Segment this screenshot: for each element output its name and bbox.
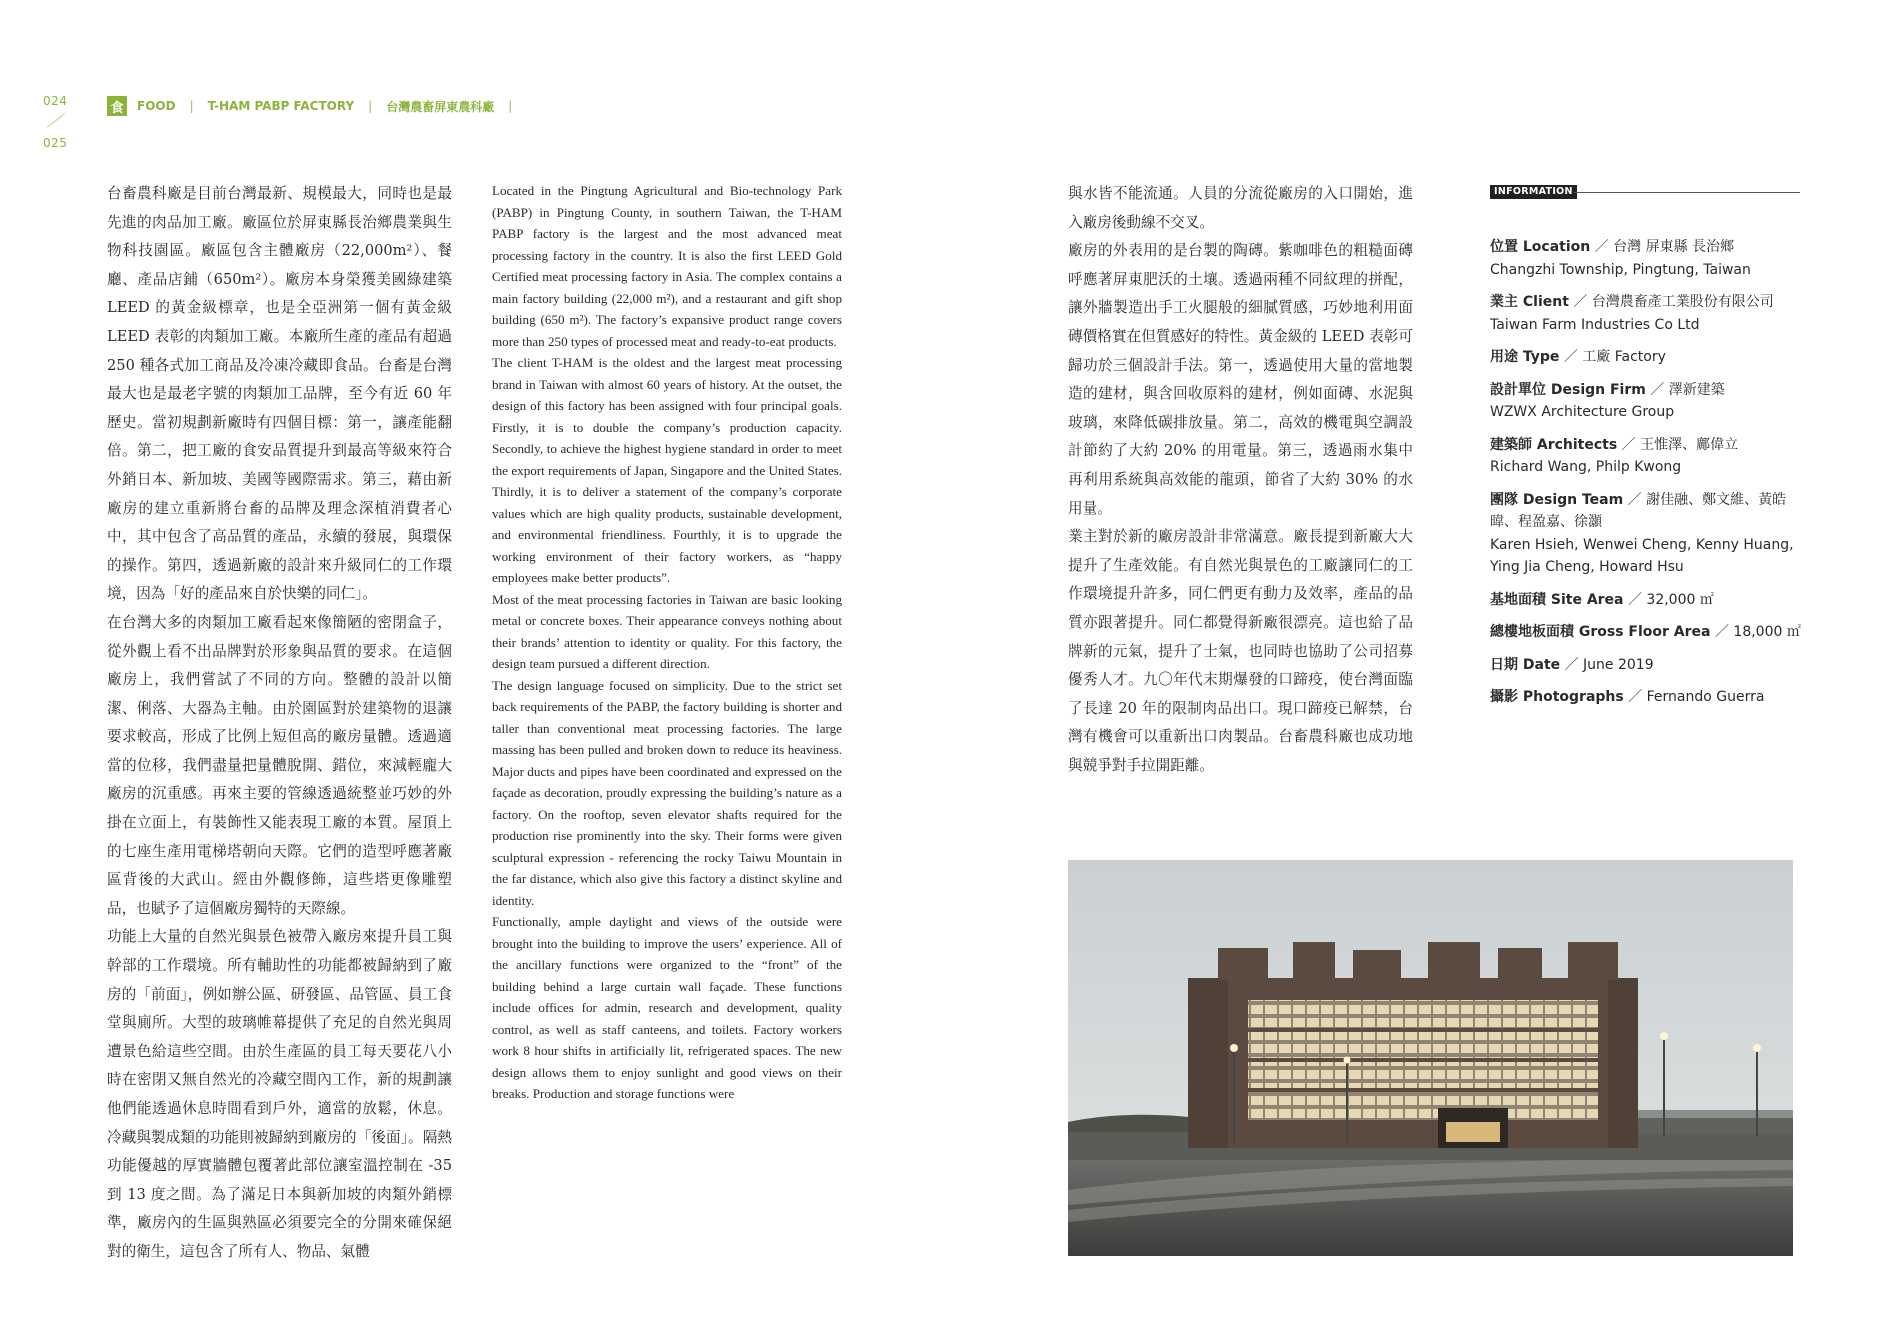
- info-item-date: 日期 Date ／ June 2019: [1490, 656, 1654, 673]
- paragraph: Most of the meat processing factories in Taiwan are basic looking metal or concrete boxes. Their appearance conveys nothing about their brands’ attention to identity or quality. For this factory, the design team pursued a different direction.: [492, 591, 842, 671]
- paragraph: The design language focused on simplicity. Due to the strict set back requirements of the PABP, the factory building is shorter and taller than conventional meat processing factories. The large massing has been pulled and broken down to reduce its heaviness. Major ducts and pipes have been coordinated and expressed on the façade as decoration, proudly expressing the building’s nature as a factory. On the rooftop, seven elevator shafts required for the production rise prominently into the sky. Their forms were given sculptural expression - referencing the rocky Taiwu Mountain in the far distance, which also give this factory a distinct skyline and identity.: [492, 677, 842, 908]
- paragraph: 業主對於新的廠房設計非常滿意。廠長提到新廠大大提升了生產效能。有自然光與景色的工廠讓同仁的工作環境提升許多，同仁們更有動力及效率，產品的品質亦跟著提升。同仁都覺得新廠很漂亮。這也給了品牌新的元氣，提升了士氣，也同時也協助了公司招募優秀人才。九〇年代末期爆發的口蹄疫，使台灣面臨了長達 20 年的限制肉品出口。現口蹄疫已解禁，台灣有機會可以重新出口肉製品。台畜農科廠也成功地與競爭對手拉開距離。: [1068, 528, 1413, 774]
- food-category-icon: 食: [107, 96, 127, 116]
- paragraph: Located in the Pingtung Agricultural and Bio-technology Park (PABP) in Pingtung County, in southern Taiwan, the T-HAM PABP factory is the largest and the most advanced meat processing factory in the country. It is also the first LEED Gold Certified meat processing factory in Asia. The complex contains a main factory building (22,000 m²), and a restaurant and gift shop building (650 m²). The factory’s expansive product range covers more than 250 types of processed meat and ready-to-eat products.: [492, 183, 842, 349]
- article-column-zh-2: [1068, 180, 1413, 780]
- info-value: 32,000 ㎡: [1646, 591, 1714, 608]
- info-label: 業主 Client: [1490, 294, 1569, 310]
- running-header: [107, 96, 526, 116]
- info-value: 工廠 Factory: [1582, 349, 1666, 365]
- info-label: 位置 Location: [1490, 239, 1591, 255]
- info-label: 基地面積 Site Area: [1490, 591, 1624, 608]
- info-item-gross-floor-area: 總樓地板面積 Gross Floor Area ／ 18,000 ㎡: [1490, 624, 1801, 640]
- info-item-site-area: 基地面積 Site Area ／ 32,000 ㎡: [1490, 591, 1714, 608]
- info-item-design-team: 團隊 Design Team ／ 謝佳融、鄭文維、黃皓暐、程盈嘉、徐灝 Karen Hsieh, Wenwei Cheng, Kenny Huang, Ying Jia Cheng, Howard Hsu: [1490, 489, 1810, 579]
- article-column-zh-1: [107, 180, 452, 1265]
- info-value: 台灣 屏東縣 長治鄉: [1613, 239, 1735, 255]
- info-item-design-firm: 設計單位 Design Firm ／ 澤新建築 WZWX Architecture Group: [1490, 379, 1810, 424]
- info-label: 攝影 Photographs: [1490, 689, 1624, 705]
- header-project: T-HAM PABP FACTORY: [207, 99, 355, 113]
- info-value: June 2019: [1583, 656, 1654, 673]
- info-value-en: Richard Wang, Philp Kwong: [1490, 459, 1682, 475]
- info-label: 設計單位 Design Firm: [1490, 381, 1646, 398]
- paragraph: 功能上大量的自然光與景色被帶入廠房來提升員工與幹部的工作環境。所有輔助性的功能都被歸納到了廠房的「前面」，例如辦公區、研發區、品管區、員工食堂與廁所。大型的玻璃帷幕提供了充足的自然光與周遭景色給這些空間。由於生產區的員工每天要花八小時在密閉又無自然光的冷藏空間內工作，新的規劃讓他們能透過休息時間看到戶外，適當的放鬆，休息。冷藏與製成類的功能則被歸納到廠房的「後面」。隔熱功能優越的厚實牆體包覆著此部位讓室溫控制在 -35 到 13 度之間。為了滿足日本與新加坡的肉類外銷標準，廠房內的生區與熟區必須要完全的分開來確保絕對的衛生，這包含了所有人、物品、氣體: [107, 928, 452, 1260]
- info-value: Fernando Guerra: [1646, 689, 1765, 705]
- page-number-divider: [47, 113, 65, 127]
- info-label: 用途 Type: [1490, 349, 1560, 365]
- info-item-photographs: 攝影 Photographs ／ Fernando Guerra: [1490, 689, 1765, 705]
- info-value: 謝佳融、鄭文維、黃皓暐、程盈嘉、徐灝: [1490, 491, 1787, 530]
- info-label: 建築師 Architects: [1490, 436, 1618, 453]
- info-label: 總樓地板面積 Gross Floor Area: [1490, 624, 1711, 640]
- information-tag: INFORMATION: [1490, 185, 1577, 199]
- paragraph: 台畜農科廠是目前台灣最新、規模最大，同時也是最先進的肉品加工廠。廠區位於屏東縣長治鄉農業與生物科技園區。廠區包含主體廠房（22,000m²）、餐廳、產品店鋪（650m²）。廠房本身榮獲美國綠建築 LEED 的黃金級標章，也是全亞洲第一個有黃金級 LEED 表彰的肉類加工廠。本廠所生產的產品有超過 250 種各式加工商品及冷凍冷藏即食品。台畜是台灣最大也是最老字號的肉類加工品牌，至今有近 60 年歷史。當初規劃新廠時有四個目標：第一，讓產能翻倍。第二，把工廠的食安品質提升到最高等級來符合外銷日本、新加坡、美國等國際需求。第三，藉由新廠房的建立重新將台畜的品牌及理念深植消費者心中，其中包含了高品質的產品，永續的發展，與環保的操作。第四，透過新廠的設計來升級同仁的工作環境，因為「好的產品來自於快樂的同仁」。: [107, 185, 452, 603]
- info-item-location: 位置 Location ／ 台灣 屏東縣 長治鄉 Changzhi Township, Pingtung, Taiwan: [1490, 236, 1810, 281]
- info-label: 團隊 Design Team: [1490, 491, 1624, 508]
- info-item-type: 用途 Type ／ 工廠 Factory: [1490, 349, 1666, 365]
- paragraph: Functionally, ample daylight and views of the outside were brought into the building to improve the users’ experience. All of the ancillary functions were organized to the “front” of the building behind a large curtain wall façade. These functions include offices for admin, research and development, quality control, as well as staff canteens, and toilets. Factory workers work 8 hour shifts in artificially lit, refrigerated spaces. The new design allows them to enjoy sunlight and good views on their breaks. Production and storage functions were: [492, 914, 842, 1101]
- header-separator: |: [368, 99, 373, 113]
- page-number-right: 025: [43, 136, 68, 150]
- information-list: [1490, 236, 1810, 719]
- paragraph: 與水皆不能流通。人員的分流從廠房的入口開始，進入廠房後動線不交叉。: [1068, 185, 1413, 231]
- info-value: 王惟澤、鄺偉立: [1640, 436, 1739, 453]
- paragraph: The client T-HAM is the oldest and the largest meat processing brand in Taiwan with almost 60 years of history. At the outset, the design of this factory has been assigned with four principal goals. Firstly, it is to double the company’s production capacity. Secondly, to achieve the highest hygiene standard in order to meet the export requirements of Japan, Singapore and the United States. Thirdly, it is to deliver a statement of the company’s corporate values which are high quality products, sustainable development, and environmental friendliness. Fourthly, it is to upgrade the working environment of their factory workers, as “happy employees make better products”.: [492, 355, 842, 585]
- factory-photo: [1068, 860, 1793, 1256]
- header-separator: |: [189, 99, 194, 113]
- info-item-client: 業主 Client ／ 台灣農畜產工業股份有限公司 Taiwan Farm Industries Co Ltd: [1490, 291, 1810, 336]
- header-project-zh: 台灣農畜屏東農科廠: [386, 99, 495, 114]
- page-number-left: 024: [43, 94, 68, 108]
- info-value-en: Karen Hsieh, Wenwei Cheng, Kenny Huang, Ying Jia Cheng, Howard Hsu: [1490, 536, 1794, 575]
- info-label: 日期 Date: [1490, 656, 1561, 673]
- info-value: 18,000 ㎡: [1733, 624, 1801, 640]
- article-column-en: [492, 180, 842, 1265]
- info-value: 澤新建築: [1668, 381, 1725, 398]
- information-rule: [1574, 192, 1800, 193]
- information-header: [1490, 185, 1800, 199]
- info-value: 台灣農畜產工業股份有限公司: [1591, 294, 1774, 310]
- header-separator: |: [508, 99, 513, 113]
- info-value-en: WZWX Architecture Group: [1490, 404, 1675, 420]
- paragraph: 廠房的外表用的是台製的陶磚。紫咖啡色的粗糙面磚呼應著屏東肥沃的土壤。透過兩種不同紋理的拼配，讓外牆製造出手工火腿般的細膩質感，巧妙地利用面磚價格實在但質感好的特性。黃金級的 LEED 表彰可歸功於三個設計手法。第一，透過使用大量的當地製造的建材，與含回收原料的建材，例如面磚、水泥與玻璃，來降低碳排放量。第二，高效的機電與空調設計節約了大約 20% 的用電量。第三，透過雨水集中再利用系統與高效能的龍頭，節省了大約 30% 的水用量。: [1068, 242, 1413, 517]
- info-value-en: Taiwan Farm Industries Co Ltd: [1490, 316, 1700, 333]
- header-section: FOOD: [137, 99, 176, 113]
- info-item-architects: 建築師 Architects ／ 王惟澤、鄺偉立 Richard Wang, Philp Kwong: [1490, 434, 1810, 479]
- paragraph: 在台灣大多的肉類加工廠看起來像簡陋的密閉盒子，從外觀上看不出品牌對於形象與品質的要求。在這個廠房上，我們嘗試了不同的方向。整體的設計以簡潔、俐落、大器為主軸。由於園區對於建築物的退讓要求較高，形成了比例上短但高的廠房量體。透過適當的位移，我們盡量把量體脫開、錯位，來減輕龐大廠房的沉重感。再來主要的管線透過統整並巧妙的外掛在立面上，有裝飾性又能表現工廠的本質。屋頂上的七座生產用電梯塔朝向天際。它們的造型呼應著廠區背後的大武山。經由外觀修飾，這些塔更像雕塑品，也賦予了這個廠房獨特的天際線。: [107, 613, 452, 917]
- info-value-en: Changzhi Township, Pingtung, Taiwan: [1490, 261, 1751, 278]
